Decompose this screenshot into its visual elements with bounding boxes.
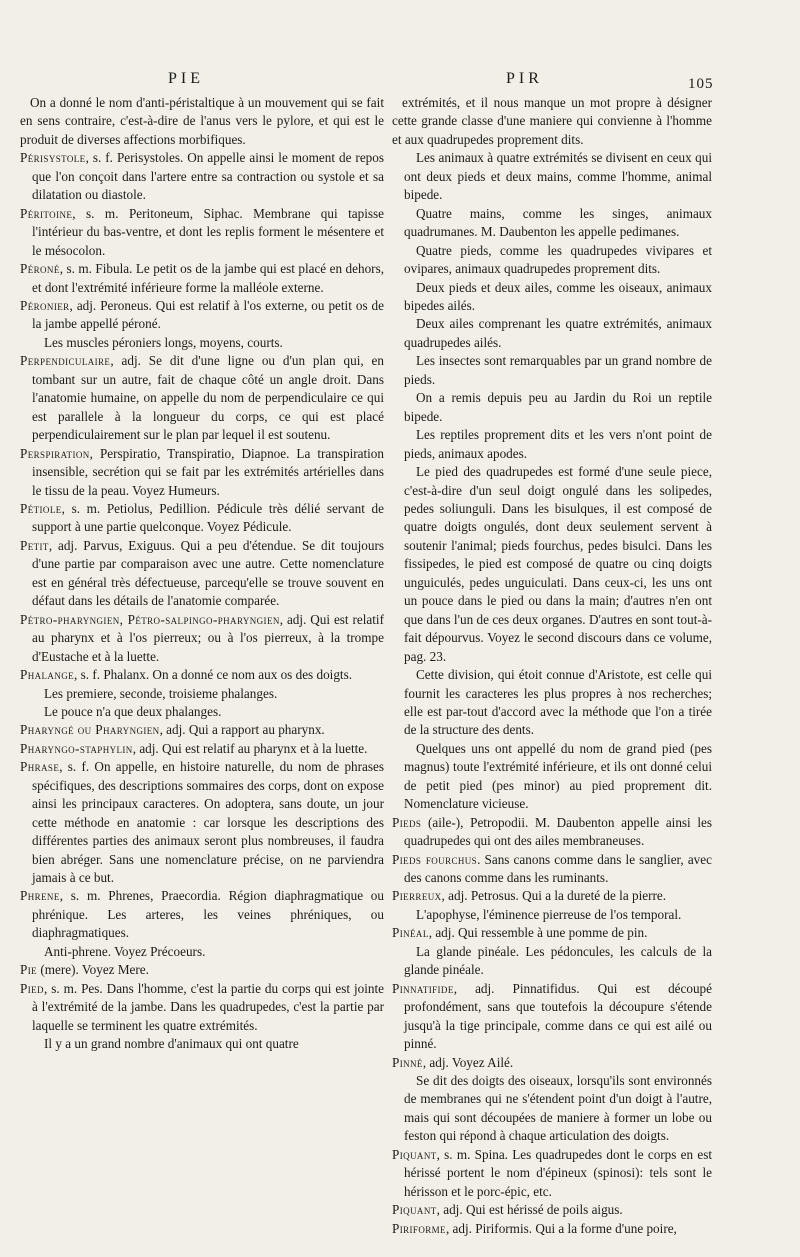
entry-headword: Pieds fourchus <box>392 851 478 867</box>
entry-text: Les premiere, seconde, troisieme phalanges. <box>44 685 278 701</box>
entry-text: , adj. Pinnatifidus. Qui est découpé profondément, sans que toutefois la découpure s'étende jusqu'à la tige principale, comme dans ce qui est ailé ou pinné. <box>404 980 712 1052</box>
dictionary-entry <box>20 887 384 942</box>
dictionary-entry <box>392 887 712 905</box>
paragraph <box>392 463 712 666</box>
entry-text: , adj. Qui est hérissé de poils aigus. <box>436 1202 623 1218</box>
entry-headword: Pétro-pharyngien, Pétro-salpingo-pharyngien <box>20 611 280 627</box>
entry-text: , adj. Peroneus. Qui est relatif à l'os externe, ou petit os de la jambe appellé péroné. <box>32 297 384 332</box>
entry-headword: Pharyngé ou Pharyngien <box>20 722 160 738</box>
entry-text: , adj. Petrosus. Qui a la dureté de la pierre. <box>441 888 667 904</box>
entry-headword: Péronier <box>20 297 70 313</box>
paragraph <box>20 1035 384 1053</box>
entry-headword: Phrase <box>20 759 60 775</box>
entry-text: , adj. Se dit d'une ligne ou d'un plan qui, en tombant sur un autre, fait de chaque côté un angle droit. Dans l'anatomie humaine, on appelle du nom de perpendiculaire ce qui est parallele à la longueur du corps, ce qui est placé perpendiculairement sur le plan par lequel il est soutenu. <box>32 353 384 443</box>
entry-text: , adj. Qui est relatif au pharynx et à l'os pierreux; ou à l'os pierreux, à la trompe d'Eustache et à la luette. <box>32 611 384 664</box>
entry-text: , s. m. Phrenes, Praecordia. Région diaphragmatique ou phrénique. Les arteres, les veines phréniques, ou diaphragmatiques. <box>32 888 384 941</box>
dictionary-entry <box>392 1201 712 1219</box>
entry-text: Les animaux à quatre extrémités se divisent en ceux qui ont deux pieds et deux mains, comme l'homme, animal bipede. <box>404 150 712 203</box>
paragraph <box>392 279 712 316</box>
paragraph <box>392 943 712 980</box>
entry-text: L'apophyse, l'éminence pierreuse de l'os temporal. <box>416 906 682 922</box>
entry-text: Le pouce n'a que deux phalanges. <box>44 703 222 719</box>
dictionary-entry <box>20 980 384 1035</box>
entry-text: Cette division, qui étoit connue d'Aristote, est celle qui fournit les caracteres les plus propres à nos recherches; elle est par-tout d'accord avec la méthode que l'on a tirée de la structure des dents. <box>404 667 712 738</box>
paragraph <box>392 149 712 204</box>
paragraph <box>392 906 712 924</box>
running-head-left: PIE <box>168 70 204 87</box>
entry-headword: Phrene <box>20 888 60 904</box>
entry-headword: Perpendiculaire <box>20 353 111 369</box>
dictionary-entry <box>20 537 384 611</box>
entry-headword: Piquant <box>392 1202 437 1218</box>
dictionary-entry <box>20 149 384 204</box>
entry-text: , adj. Parvus, Exiguus. Qui a peu d'étendue. Se dit toujours d'une partie par comparaison avec une autre. Cette nomenclature est en général très défectueuse, parcequ'elle se trouve souvent en défaut dans les détails de l'anatomie comparée. <box>32 537 384 609</box>
dictionary-entry <box>392 1146 712 1201</box>
dictionary-entry <box>20 666 384 684</box>
entry-text: extrémités, et il nous manque un mot propre à désigner cette grande classe d'une maniere qui convienne à l'homme et aux quadrupedes proprement dits. <box>392 95 712 147</box>
right-column <box>392 94 712 1238</box>
entry-text: , s. m. Pes. Dans l'homme, c'est la partie du corps qui est jointe à l'extrémité de la jambe. Dans les quadrupedes, c'est la partie par laquelle se terminent les quatre extrémités. <box>32 980 384 1033</box>
entry-text: Se dit des doigts des oiseaux, lorsqu'ils sont environnés de membranes qui ne s'étendent point d'un doigt à l'autre, mais qui sont découpées de maniere à former un lobe ou feston qui répond à chaque articulation des doigts. <box>404 1073 712 1144</box>
entry-headword: Piquant <box>392 1146 437 1162</box>
paragraph <box>20 943 384 961</box>
paragraph <box>392 666 712 740</box>
entry-text: Anti-phrene. Voyez Précoeurs. <box>44 943 206 959</box>
entry-text: (mere). Voyez Mere. <box>37 962 149 978</box>
entry-text: , s. m. Spina. Les quadrupedes dont le corps en est hérissé portent le nom d'épineux (spinosi): tels sont le hérisson et le porc-épic, etc. <box>404 1146 712 1199</box>
dictionary-entry <box>20 297 384 334</box>
paragraph <box>20 334 384 352</box>
dictionary-entry <box>392 1220 712 1238</box>
entry-text: Les muscles péroniers longs, moyens, courts. <box>44 334 283 350</box>
running-head-right: PIR <box>506 70 543 87</box>
paragraph <box>20 703 384 721</box>
dictionary-entry <box>20 352 384 444</box>
entry-text: Les insectes sont remarquables par un grand nombre de pieds. <box>404 353 712 387</box>
paragraph <box>392 315 712 352</box>
dictionary-entry <box>392 814 712 851</box>
dictionary-entry <box>20 721 384 739</box>
entry-text: , adj. Qui a rapport au pharynx. <box>159 722 325 738</box>
page-number: 105 <box>688 76 714 92</box>
entry-text: , adj. Piriformis. Qui a la forme d'une poire, <box>445 1220 677 1236</box>
entry-headword: Pinnatifide <box>392 980 454 996</box>
dictionary-entry <box>20 445 384 500</box>
dictionary-entry <box>20 205 384 260</box>
paragraph <box>392 94 712 149</box>
entry-text: , s. f. Perisystoles. On appelle ainsi le moment de repos que l'on conçoit dans l'artere entre sa contraction ou systole et sa dilatation ou diastole. <box>32 150 384 203</box>
entry-headword: Péritoine <box>20 205 73 221</box>
entry-text: , adj. Qui est relatif au pharynx et à la luette. <box>132 740 368 756</box>
entry-text: Les reptiles proprement dits et les vers n'ont point de pieds, animaux apodes. <box>404 427 712 461</box>
left-column <box>20 94 384 1054</box>
dictionary-entry <box>20 260 384 297</box>
entry-text: , adj. Voyez Ailé. <box>422 1054 514 1070</box>
entry-text: Quatre mains, comme les singes, animaux quadrumanes. M. Daubenton les appelle pedimanes. <box>404 205 712 240</box>
entry-headword: Piriforme <box>392 1220 446 1236</box>
entry-text: Il y a un grand nombre d'animaux qui ont quatre <box>44 1036 299 1052</box>
entry-headword: Phalange <box>20 667 75 683</box>
entry-text: , s. m. Petiolus, Pedillion. Pédicule très délié servant de support à une partie quelconque. Voyez Pédicule. <box>32 500 384 535</box>
paragraph <box>392 352 712 389</box>
entry-text: . Sans canons comme dans le sanglier, avec des canons comme dans les ruminants. <box>404 851 712 886</box>
entry-text: , s. f. On appelle, en histoire naturelle, du nom de phrases spécifiques, des descriptions sommaires des corps, dont on expose ainsi les principaux caracteres. On adoptera, sans doute, un jour cette méthode en anatomie : car lorsque les descriptions des différentes parties des animaux seront plus nombreuses, il faudra bien abréger. Sans une nomenclature précise, on ne parviendra jamais à ce but. <box>32 759 384 886</box>
entry-headword: Pierreux <box>392 888 442 904</box>
entry-headword: Pinné <box>392 1054 423 1070</box>
entry-headword: Pinéal <box>392 925 429 941</box>
entry-text: (aile-), Petropodii. M. Daubenton appelle ainsi les quadrupedes qui ont des ailes membraneuses. <box>404 814 712 849</box>
dictionary-entry <box>20 500 384 537</box>
entry-headword: Pie <box>20 962 38 978</box>
entry-headword: Pharyngo-staphylin <box>20 740 133 756</box>
entry-headword: Pétiole <box>20 500 62 516</box>
dictionary-entry <box>20 961 384 979</box>
entry-headword: Pieds <box>392 814 422 830</box>
paragraph <box>392 426 712 463</box>
entry-text: Deux ailes comprenant les quatre extrémités, animaux quadrupedes ailés. <box>404 316 712 350</box>
dictionary-entry <box>20 740 384 758</box>
paragraph <box>392 1072 712 1146</box>
entry-headword: Perspiration <box>20 445 90 461</box>
entry-text: Quatre pieds, comme les quadrupedes vivipares et ovipares, animaux quadrupedes proprement dits. <box>404 242 712 277</box>
entry-text: On a donné le nom d'anti-péristaltique à un mouvement qui se fait en sens contraire, c'est-à-dire de l'anus vers le pylore, et qui est le produit de diverses affections morbifiques. <box>20 95 384 147</box>
entry-text: , s. m. Fibula. Le petit os de la jambe qui est placé en dehors, et dont l'extrémité inférieure forme la malléole externe. <box>32 261 384 295</box>
paragraph <box>392 389 712 426</box>
paragraph <box>392 205 712 242</box>
paragraph <box>20 685 384 703</box>
dictionary-entry <box>392 851 712 888</box>
dictionary-entry <box>20 758 384 887</box>
entry-headword: Pied <box>20 980 44 996</box>
entry-headword: Petit <box>20 537 49 553</box>
paragraph <box>20 94 384 149</box>
paragraph <box>392 740 712 814</box>
entry-text: , s. m. Peritoneum, Siphac. Membrane qui tapisse l'intérieur du bas-ventre, et dont les replis forment le mésentere et le mésocolon. <box>32 205 384 258</box>
entry-text: Quelques uns ont appellé du nom de grand pied (pes magnus) toute l'extrémité inférieure, et ils ont donné celui de petit pied (pes minor) au pied proprement dit. Nomenclature vicieuse. <box>404 740 712 812</box>
entry-text: , Perspiratio, Transpiratio, Diapnoe. La transpiration insensible, secrétion qui se fait par les extrémités artérielles dans le tissu de la peau. Voyez Humeurs. <box>32 445 384 498</box>
entry-text: Le pied des quadrupedes est formé d'une seule piece, c'est-à-dire d'un seul doigt ongulé dans les solipedes, pedes soliunguli. Dans les bisulques, il est composé de quatre doigts ongulés, dont deux seulement servent à soutenir l'animal; pieds fourchus, pedes bisulci. Dans les fissipedes, le pied est composé de quatre ou cinq doigts unguiculés, pedes unguiculati. Dans ceux-ci, les uns ont un pouce dans le pied ou dans la main; d'autres n'en ont que dans l'un de ces deux organes. D'autres en sont tout-à-fait dépourvus. Voyez le second discours dans ce volume, pag. 23. <box>404 464 712 664</box>
entry-headword: Péroné <box>20 261 60 277</box>
dictionary-entry <box>20 611 384 666</box>
entry-text: , adj. Qui ressemble à une pomme de pin. <box>428 925 648 941</box>
entry-text: On a remis depuis peu au Jardin du Roi un reptile bipede. <box>404 390 712 424</box>
dictionary-entry <box>392 980 712 1054</box>
dictionary-entry <box>392 924 712 942</box>
dictionary-entry <box>392 1054 712 1072</box>
entry-text: Deux pieds et deux ailes, comme les oiseaux, animaux bipedes ailés. <box>404 279 712 313</box>
paragraph <box>392 242 712 279</box>
entry-text: La glande pinéale. Les pédoncules, les calculs de la glande pinéale. <box>404 943 712 978</box>
entry-text: , s. f. Phalanx. On a donné ce nom aux os des doigts. <box>74 667 353 683</box>
entry-headword: Périsystole <box>20 150 86 166</box>
